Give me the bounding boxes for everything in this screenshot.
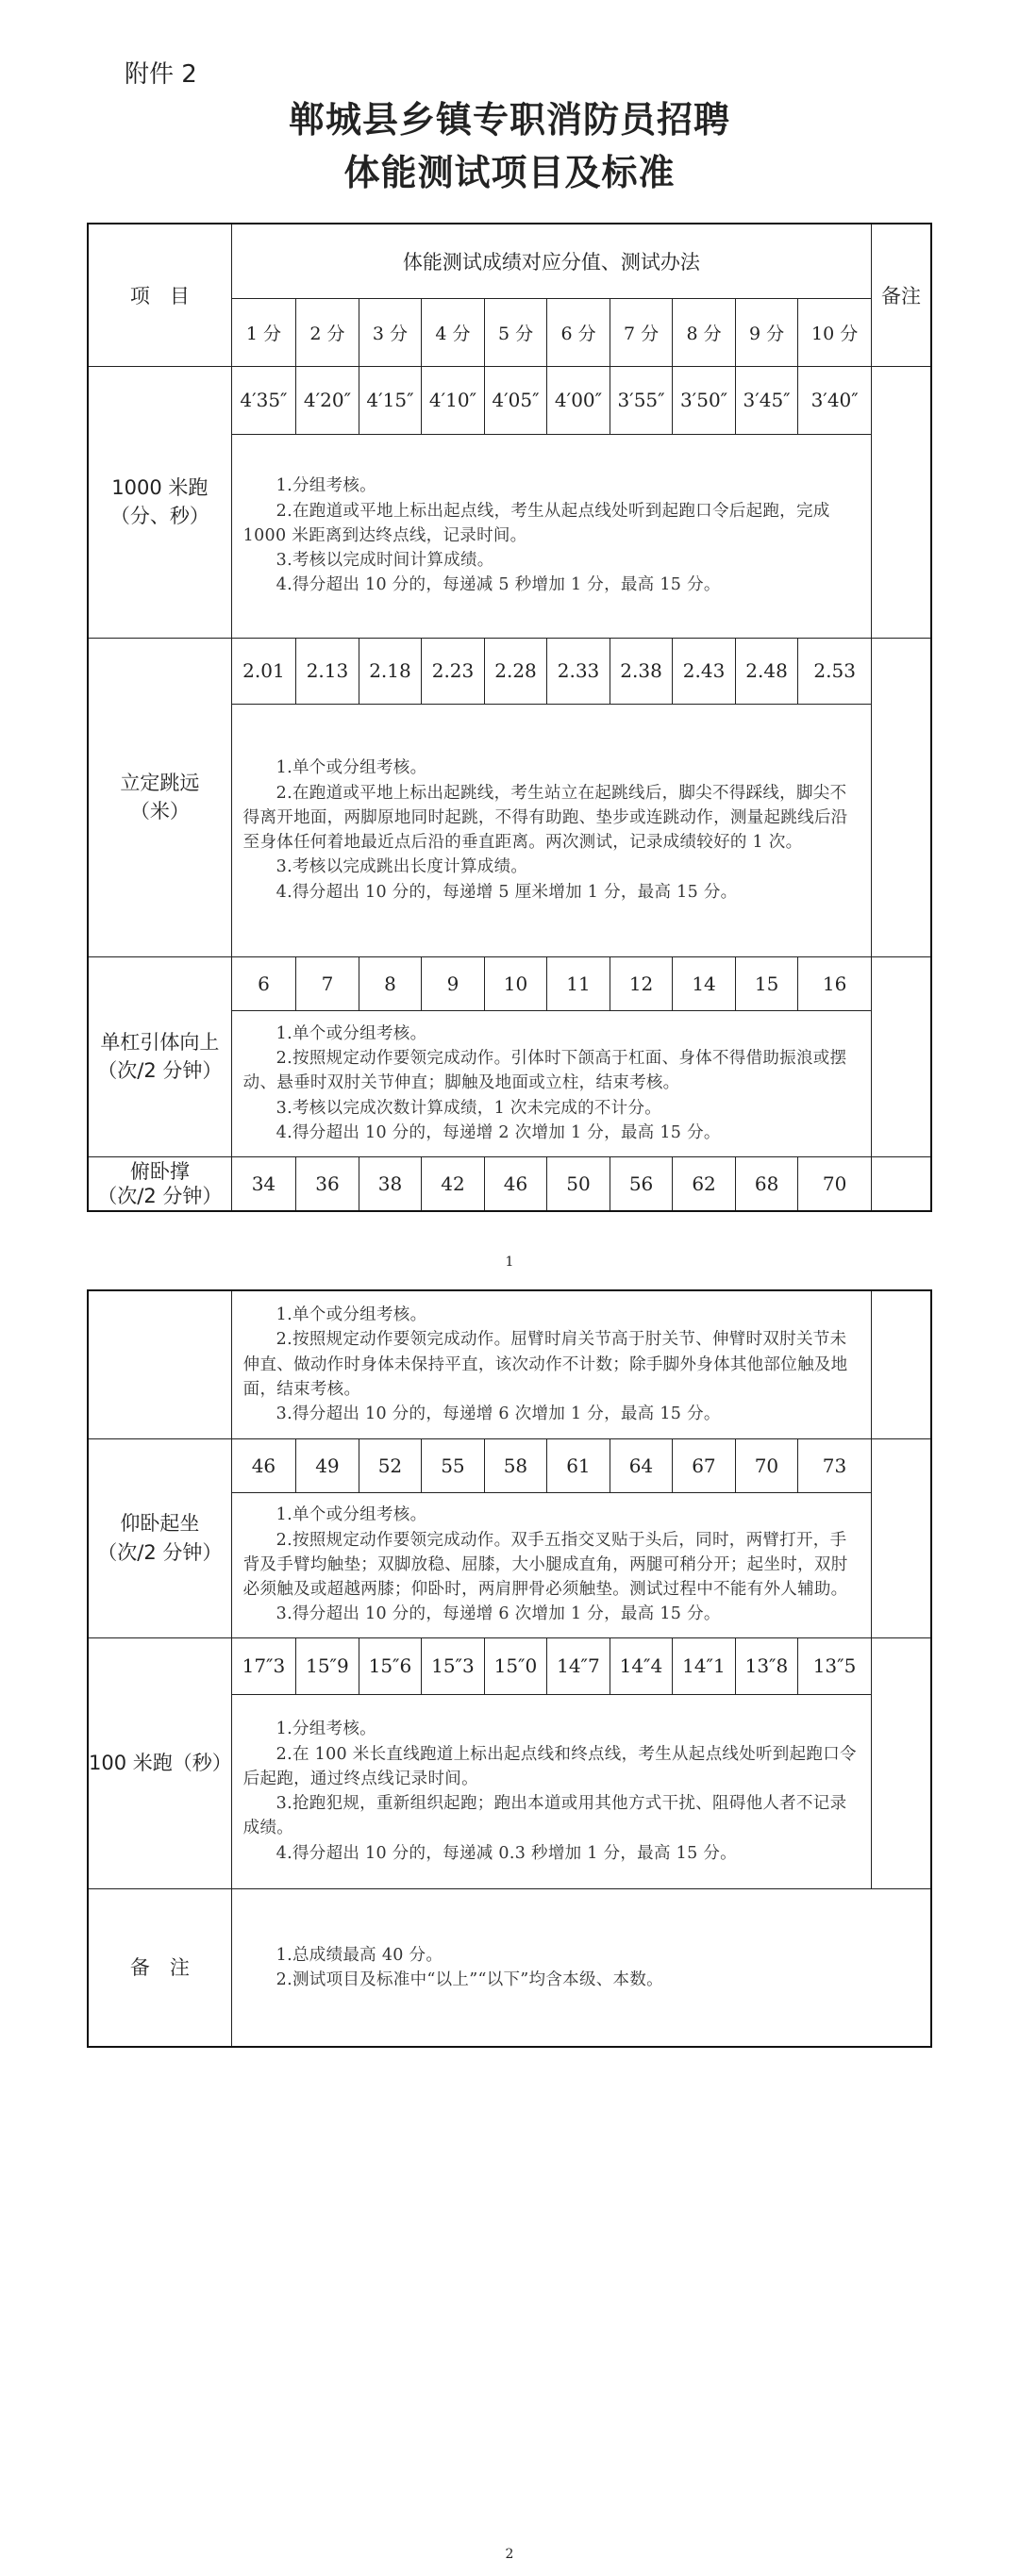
run100-remark — [871, 1637, 931, 1888]
jump-value: 2.01 — [231, 638, 296, 704]
jump-rules: 1.单个或分组考核。 2.在跑道或平地上标出起跳线，考生站立在起跳线后，脚尖不得踩线，脚尖不得离开地面，两脚原地同时起跳，不得有助跑、垫步或连跳动作，测量起跳线后沿至身体任何着地最近点后沿的垂直距离。两次测试，记录成绩较好的 1 次。 3.考核以完成跳出长度计算成绩。 4.得分超出 10 分的，每递增 5 厘米增加 1 分，最高 15 分。 — [231, 704, 871, 956]
run100-value: 13″5 — [798, 1637, 872, 1694]
situp-value: 55 — [422, 1438, 485, 1492]
jump-values-row — [88, 638, 931, 704]
situp-value: 70 — [735, 1438, 798, 1492]
pullup-values-row — [88, 956, 931, 1010]
situp-label: 仰卧起坐 （次/2 分钟） — [88, 1438, 231, 1637]
pushup-rules: 1.单个或分组考核。 2.按照规定动作要领完成动作。屈臂时肩关节高于肘关节、伸臂时双肘关节未伸直、做动作时身体未保持平直，该次动作不计数；除手脚外身体其他部位触及地面，结束考核。 3.得分超出 10 分的，每递增 6 次增加 1 分，最高 15 分。 — [231, 1290, 871, 1438]
jump-value: 2.13 — [296, 638, 359, 704]
run100-value: 15″0 — [484, 1637, 547, 1694]
jump-value: 2.28 — [484, 638, 547, 704]
run1000-rules: 1.分组考核。 2.在跑道或平地上标出起点线，考生从起点线处听到起跑口令后起跑，完成 1000 米距离到达终点线，记录时间。 3.考核以完成时间计算成绩。 4.得分超出 10 分的，每递减 5 秒增加 1 分，最高 15 分。 — [231, 434, 871, 638]
score-label: 1 分 — [231, 298, 296, 366]
score-label: 6 分 — [547, 298, 610, 366]
run1000-label: 1000 米跑 （分、秒） — [88, 366, 231, 638]
pushup-value: 68 — [735, 1156, 798, 1211]
run100-value: 15″9 — [296, 1637, 359, 1694]
header-span: 体能测试成绩对应分值、测试办法 — [231, 224, 871, 298]
run100-value: 15″6 — [359, 1637, 422, 1694]
run100-values-row — [88, 1637, 931, 1694]
score-label: 5 分 — [484, 298, 547, 366]
run1000-value: 3′50″ — [673, 366, 736, 434]
score-label: 2 分 — [296, 298, 359, 366]
pullup-value: 7 — [296, 956, 359, 1010]
pushup-value: 46 — [484, 1156, 547, 1211]
pullup-value: 11 — [547, 956, 610, 1010]
score-label: 8 分 — [673, 298, 736, 366]
run100-label: 100 米跑（秒） — [88, 1637, 231, 1888]
remark-rules: 1.总成绩最高 40 分。 2.测试项目及标准中“以上”“以下”均含本级、本数。 — [231, 1888, 931, 2047]
situp-values-row — [88, 1438, 931, 1492]
pushup-label-cont — [88, 1290, 231, 1438]
jump-remark — [871, 638, 931, 956]
pullup-value: 9 — [422, 956, 485, 1010]
situp-value: 61 — [547, 1438, 610, 1492]
score-label: 7 分 — [610, 298, 673, 366]
jump-value: 2.53 — [798, 638, 872, 704]
score-label: 9 分 — [735, 298, 798, 366]
pushup-label: 俯卧撑 （次/2 分钟） — [88, 1156, 231, 1211]
title-line-2: 体能测试项目及标准 — [343, 151, 676, 193]
run1000-value: 3′55″ — [610, 366, 673, 434]
run100-rules: 1.分组考核。 2.在 100 米长直线跑道上标出起点线和终点线，考生从起点线处听到起跑口令后起跑，通过终点线记录时间。 3.抢跑犯规，重新组织起跑；跑出本道或用其他方式干扰、阻碍他人者不记录成绩。 4.得分超出 10 分的，每递减 0.3 秒增加 1 分，最高 15 分。 — [231, 1694, 871, 1888]
run1000-value: 4′05″ — [484, 366, 547, 434]
jump-value: 2.48 — [735, 638, 798, 704]
pushup-remark-cont — [871, 1290, 931, 1438]
pushup-value: 34 — [231, 1156, 296, 1211]
run100-value: 15″3 — [422, 1637, 485, 1694]
pullup-remark — [871, 956, 931, 1156]
situp-value: 67 — [673, 1438, 736, 1492]
header-remark: 备注 — [871, 224, 931, 366]
run1000-value: 3′40″ — [798, 366, 872, 434]
jump-value: 2.18 — [359, 638, 422, 704]
header-item: 项 目 — [88, 224, 231, 366]
jump-value: 2.43 — [673, 638, 736, 704]
run1000-values-row — [88, 366, 931, 434]
run1000-value: 4′20″ — [296, 366, 359, 434]
page-number-1: 1 — [505, 1255, 514, 1270]
situp-value: 49 — [296, 1438, 359, 1492]
pushup-value: 62 — [673, 1156, 736, 1211]
pullup-value: 6 — [231, 956, 296, 1010]
score-label: 10 分 — [798, 298, 872, 366]
score-label: 4 分 — [422, 298, 485, 366]
remark-label: 备 注 — [88, 1888, 231, 2047]
pullup-value: 12 — [610, 956, 673, 1010]
run1000-value: 4′10″ — [422, 366, 485, 434]
pushup-value: 50 — [547, 1156, 610, 1211]
pullup-label: 单杠引体向上 （次/2 分钟） — [88, 956, 231, 1156]
run100-value: 14″4 — [610, 1637, 673, 1694]
attachment-label: 附件 2 — [125, 60, 197, 89]
jump-label: 立定跳远 （米） — [88, 638, 231, 956]
standards-table-page2 — [87, 1289, 932, 2048]
run100-value: 13″8 — [735, 1637, 798, 1694]
run1000-value: 3′45″ — [735, 366, 798, 434]
situp-value: 46 — [231, 1438, 296, 1492]
pushup-value: 36 — [296, 1156, 359, 1211]
jump-value: 2.38 — [610, 638, 673, 704]
pushup-value: 56 — [610, 1156, 673, 1211]
situp-value: 64 — [610, 1438, 673, 1492]
pullup-value: 16 — [798, 956, 872, 1010]
run1000-value: 4′35″ — [231, 366, 296, 434]
situp-remark — [871, 1438, 931, 1637]
run100-value: 14″7 — [547, 1637, 610, 1694]
situp-value: 58 — [484, 1438, 547, 1492]
title-line-1: 郸城县乡镇专职消防员招聘 — [288, 98, 730, 141]
pushup-remark — [871, 1156, 931, 1211]
run100-value: 17″3 — [231, 1637, 296, 1694]
run1000-value: 4′15″ — [359, 366, 422, 434]
pushup-values-row — [88, 1156, 931, 1211]
pushup-value: 70 — [798, 1156, 872, 1211]
situp-value: 73 — [798, 1438, 872, 1492]
run1000-value: 4′00″ — [547, 366, 610, 434]
standards-table-page1 — [87, 223, 932, 1212]
jump-value: 2.23 — [422, 638, 485, 704]
pushup-value: 42 — [422, 1156, 485, 1211]
run100-value: 14″1 — [673, 1637, 736, 1694]
jump-value: 2.33 — [547, 638, 610, 704]
pullup-value: 15 — [735, 956, 798, 1010]
pullup-rules: 1.单个或分组考核。 2.按照规定动作要领完成动作。引体时下颌高于杠面、身体不得借助振浪或摆动、悬垂时双肘关节伸直；脚触及地面或立柱，结束考核。 3.考核以完成次数计算成绩，1 次未完成的不计分。 4.得分超出 10 分的，每递增 2 次增加 1 分，最高 15 分。 — [231, 1010, 871, 1156]
situp-rules: 1.单个或分组考核。 2.按照规定动作要领完成动作。双手五指交叉贴于头后，同时，两臂打开，手背及手臂均触垫；双脚放稳、屈膝，大小腿成直角，两腿可稍分开；起坐时，双肘必须触及或超越两膝；仰卧时，两肩胛骨必须触垫。测试过程中不能有外人辅助。 3.得分超出 10 分的，每递增 6 次增加 1 分，最高 15 分。 — [231, 1492, 871, 1637]
pullup-value: 10 — [484, 956, 547, 1010]
pullup-value: 8 — [359, 956, 422, 1010]
page-number-2: 2 — [505, 2547, 514, 2562]
situp-value: 52 — [359, 1438, 422, 1492]
pullup-value: 14 — [673, 956, 736, 1010]
score-label: 3 分 — [359, 298, 422, 366]
pushup-value: 38 — [359, 1156, 422, 1211]
run1000-remark — [871, 366, 931, 638]
